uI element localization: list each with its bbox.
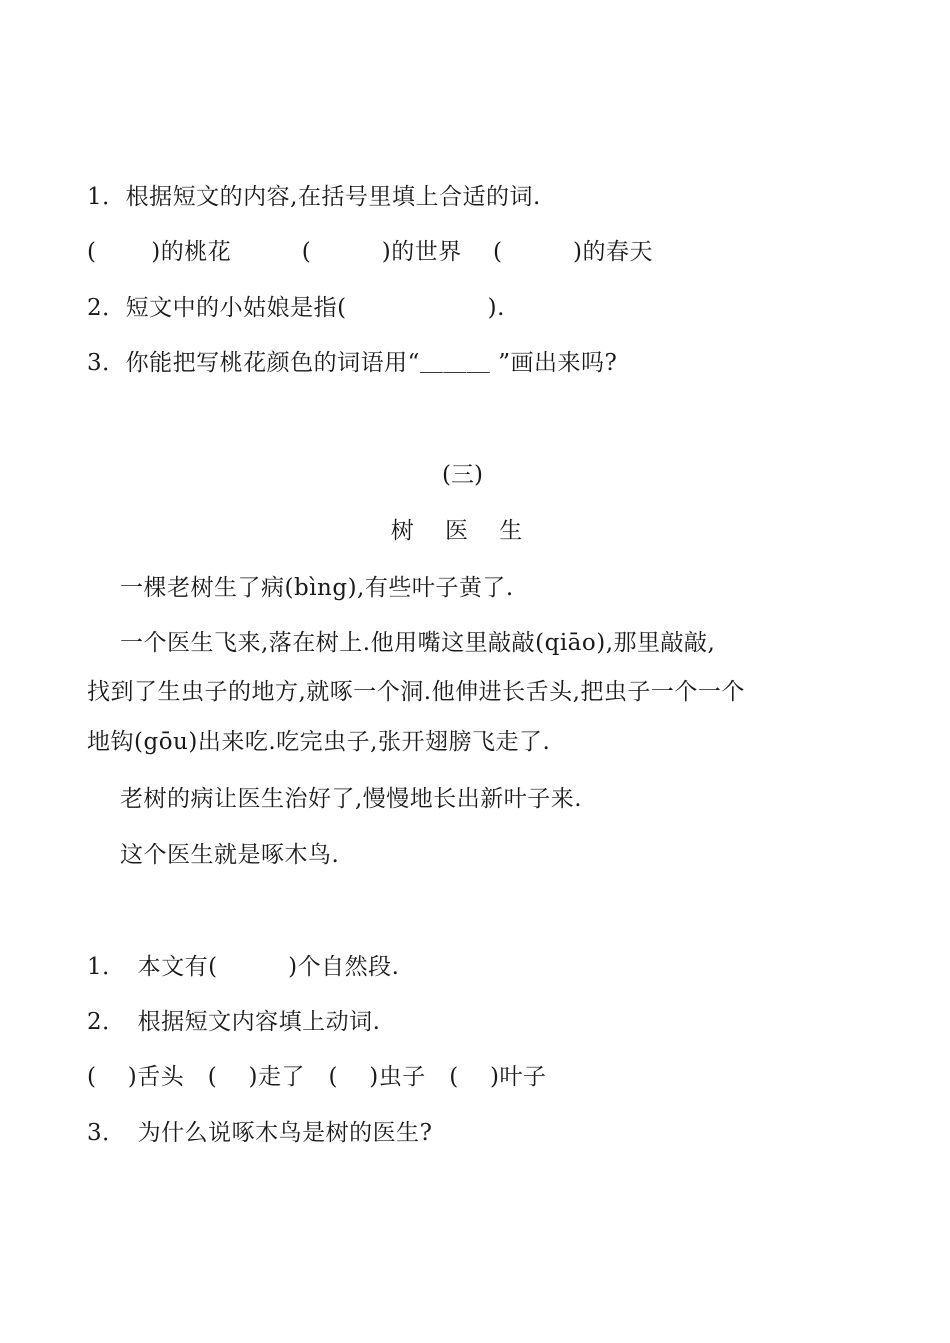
paragraph-2-line-2: 找到了生虫子的地方,就啄一个洞.他伸进长舌头,把虫子一个一个 [87,679,745,705]
part-three-question-1: 1． 本文有( )个自然段. [87,954,400,980]
section-label: (三) [442,462,483,488]
part-three-question-2: 2． 根据短文内容填上动词. [87,1009,381,1035]
paragraph-3: 老树的病让医生治好了,慢慢地长出新叶子来. [120,786,583,812]
part-three-question-3: 3． 为什么说啄木鸟是树的医生? [87,1120,433,1146]
paragraph-4: 这个医生就是啄木鸟. [120,842,340,868]
question-3: 3．你能把写桃花颜色的词语用“＿＿＿ ”画出来吗? [87,350,618,376]
paragraph-2-line-3: 地钩(gōu)出来吃.吃完虫子,张开翅膀飞走了. [87,729,551,755]
paragraph-1: 一棵老树生了病(bìng),有些叶子黄了. [120,575,514,601]
paragraph-2-line-1: 一个医生飞来,落在树上.他用嘴这里敲敲(qiāo),那里敲敲, [120,630,716,656]
article-title: 树 医 生 [390,518,535,544]
part-three-question-2-blanks: ( )舌头 ( )走了 ( )虫子 ( )叶子 [87,1064,547,1090]
question-1-blanks: ( )的桃花 ( )的世界 ( )的春天 [87,239,653,265]
question-2: 2．短文中的小姑娘是指( ). [87,295,505,321]
question-1: 1．根据短文的内容,在括号里填上合适的词. [87,184,541,210]
